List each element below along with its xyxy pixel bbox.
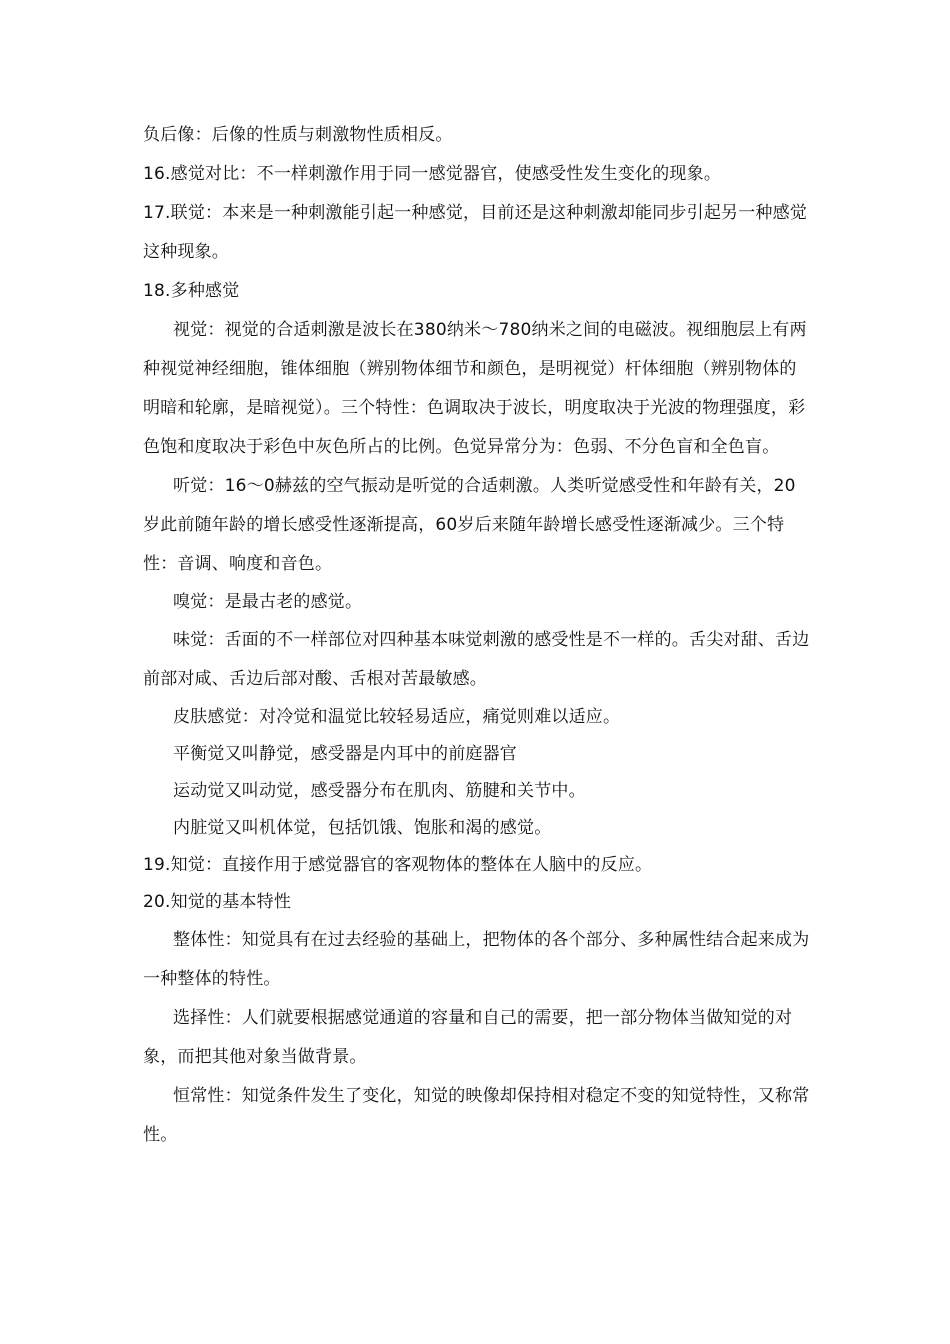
paragraph-skin-sense: 皮肤感觉：对冷觉和温觉比较轻易适应，痛觉则难以适应。 [173,707,621,727]
paragraph-wholeness: 整体性：知觉具有在过去经验的基础上，把物体的各个部分、多种属性结合起来成为一种整体的特性。 [143,930,810,989]
heading-various-senses: 18.多种感觉 [143,281,240,301]
paragraph-smell: 嗅觉：是最古老的感觉。 [173,592,363,612]
paragraph-constancy: 恒常性：知觉条件发生了变化，知觉的映像却保持相对稳定不变的知觉特性，又称常性。 [143,1086,810,1145]
paragraph-sensory-contrast: 16.感觉对比：不一样刺激作用于同一感觉器官，使感受性发生变化的现象。 [143,164,722,184]
paragraph-selectivity: 选择性：人们就要根据感觉通道的容量和自己的需要，把一部分物体当做知觉的对象，而把其他对象当做背景。 [143,1008,793,1067]
paragraph-synesthesia: 17.联觉：本来是一种刺激能引起一种感觉，目前还是这种刺激却能同步引起另一种感觉这种现象。 [143,203,808,262]
paragraph-balance-sense: 平衡觉又叫静觉，感受器是内耳中的前庭器官 [173,744,517,764]
heading-perception-properties: 20.知觉的基本特性 [143,892,292,912]
document-page [143,116,811,1155]
paragraph-taste: 味觉：舌面的不一样部位对四种基本味觉刺激的感受性是不一样的。舌尖对甜、舌边前部对咸、舌边后部对酸、舌根对苦最敏感。 [143,630,810,689]
paragraph-kinesthesis: 运动觉又叫动觉，感受器分布在肌肉、筋腱和关节中。 [173,781,586,801]
paragraph-perception: 19.知觉：直接作用于感觉器官的客观物体的整体在人脑中的反应。 [143,855,653,875]
paragraph-hearing: 听觉：16～0赫兹的空气振动是听觉的合适刺激。人类听觉感受性和年龄有关，20岁此前随年龄的增长感受性逐渐提高，60岁后来随年龄增长感受性逐渐减少。三个特性：音调、响度和音色。 [143,476,796,574]
paragraph-negative-afterimage: 负后像：后像的性质与刺激物性质相反。 [143,125,453,145]
paragraph-visceral-sense: 内脏觉又叫机体觉，包括饥饿、饱胀和渴的感觉。 [173,818,552,838]
paragraph-vision: 视觉：视觉的合适刺激是波长在380纳米～780纳米之间的电磁波。视细胞层上有两种视觉神经细胞，锥体细胞（辨别物体细节和颜色，是明视觉）杆体细胞（辨别物体的明暗和轮廓，是暗视觉）。三个特性：色调取决于波长，明度取决于光波的物理强度，彩色饱和度取决于彩色中灰色所占的比例。色觉异常分为：色弱、不分色盲和全色盲。 [143,320,807,457]
